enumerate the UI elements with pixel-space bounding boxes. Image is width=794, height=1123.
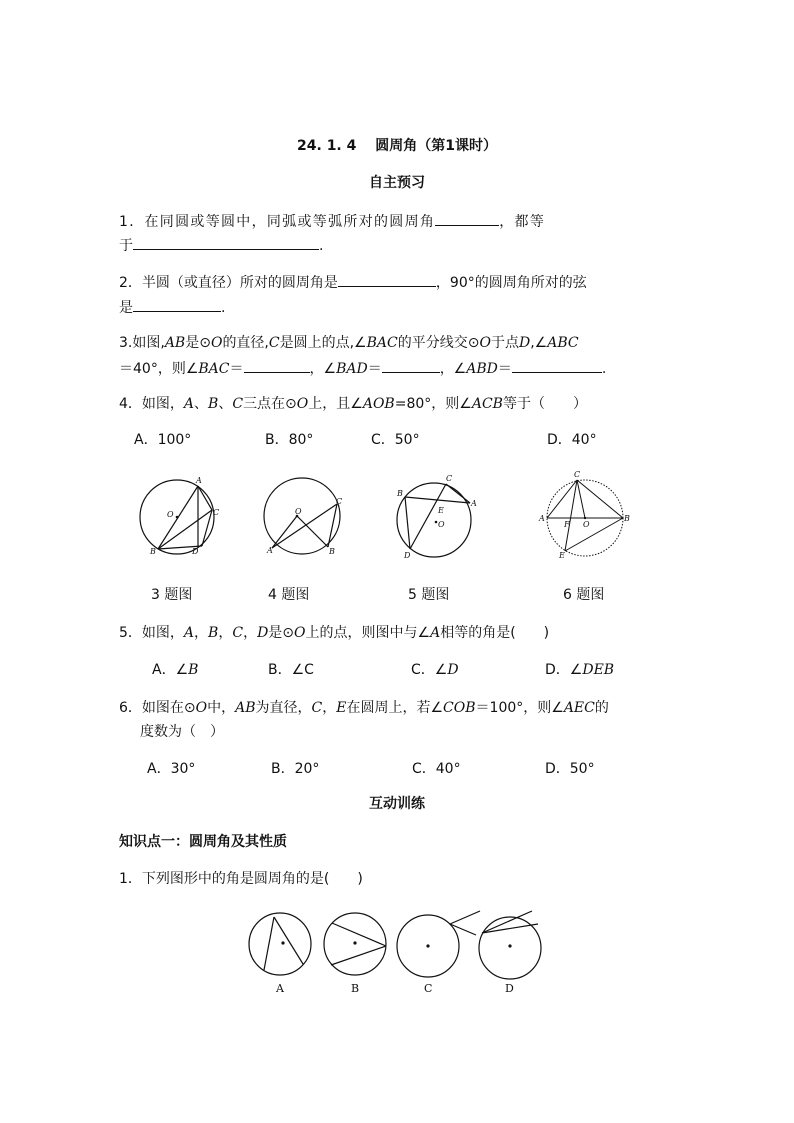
option-a[interactable]: A．30° xyxy=(147,761,196,777)
svg-text:E: E xyxy=(438,506,444,515)
svg-text:C: C xyxy=(574,470,581,479)
svg-text:O: O xyxy=(167,510,174,519)
svg-text:O: O xyxy=(295,507,302,516)
question-1-text: 1．在同圆或等圆中，同弧或等弧所对的圆周角 xyxy=(119,214,436,230)
section-heading-preview: 自主预习 xyxy=(369,175,425,191)
question-2-text-cont: ，90°的圆周角所对的弦 xyxy=(435,275,587,291)
figure-3-caption: 3 题图 xyxy=(151,587,193,603)
question-5-stem: 5．如图，A，B，C，D是⊙O上的点，则图中与∠A相等的角是( ) xyxy=(119,625,550,641)
question-1-line-2 xyxy=(119,234,323,256)
question-2-line-2 xyxy=(119,296,225,318)
option-b[interactable]: B．80° xyxy=(265,432,314,448)
svg-text:B: B xyxy=(150,547,156,556)
question-1-period: . xyxy=(319,238,324,254)
option-c-label: C xyxy=(424,982,433,995)
svg-text:A: A xyxy=(196,476,202,485)
answer-blank[interactable] xyxy=(133,234,319,250)
question-6-line-2: 度数为（ ） xyxy=(140,724,224,740)
svg-text:O: O xyxy=(583,520,590,529)
svg-text:C: C xyxy=(336,497,343,506)
svg-text:D: D xyxy=(192,547,199,556)
svg-text:F: F xyxy=(564,520,570,529)
question-1-text-cont: ，都等 xyxy=(499,214,546,230)
svg-text:B: B xyxy=(397,489,403,498)
answer-blank[interactable] xyxy=(244,357,310,373)
option-c[interactable]: C．50° xyxy=(371,432,420,448)
question-2-period: . xyxy=(221,300,226,316)
option-d-circle xyxy=(479,917,541,979)
figure-6-caption: 6 题图 xyxy=(563,587,605,603)
answer-blank[interactable] xyxy=(382,357,440,373)
figure-4-diagram xyxy=(255,470,365,570)
answer-blank[interactable] xyxy=(338,271,436,287)
answer-blank[interactable] xyxy=(435,210,499,226)
option-c[interactable]: C．40° xyxy=(412,761,461,777)
question-3-line-2: ＝40°，则∠BAC＝ ，∠BAD＝ ，∠ABD＝ . xyxy=(119,357,606,379)
svg-text:C: C xyxy=(446,474,453,483)
svg-text:O: O xyxy=(438,520,445,529)
option-a-label: A xyxy=(276,982,284,995)
option-d[interactable]: D．50° xyxy=(545,761,595,777)
svg-text:A: A xyxy=(471,499,477,508)
question-2-text: 是 xyxy=(119,300,133,316)
svg-text:A: A xyxy=(267,546,273,555)
figure-4-caption: 4 题图 xyxy=(268,587,310,603)
question-1-line-1 xyxy=(119,210,545,232)
question-2-text: 2．半圆（或直径）所对的圆周角是 xyxy=(119,275,338,291)
figure-6-diagram xyxy=(535,470,645,570)
question-6-line-1: 6．如图在⊙O中，AB为直径，C，E在圆周上，若∠COB＝100°，则∠AEC的 xyxy=(119,700,609,716)
svg-text:C: C xyxy=(213,508,220,517)
option-b[interactable]: B．∠C xyxy=(268,662,314,678)
svg-text:B: B xyxy=(624,514,630,523)
section-heading-training: 互动训练 xyxy=(369,796,425,812)
question-2-line-1 xyxy=(119,271,587,293)
option-d[interactable]: D．∠DEB xyxy=(545,662,615,678)
training-question-1: 1．下列图形中的角是圆周角的是( ) xyxy=(119,871,363,887)
svg-text:B: B xyxy=(329,547,335,556)
figure-5-caption: 5 题图 xyxy=(408,587,450,603)
option-d[interactable]: D．40° xyxy=(547,432,597,448)
svg-text:E: E xyxy=(559,551,565,560)
option-a[interactable]: A．∠B xyxy=(152,662,199,678)
question-3-line-1: 3.如图,AB是⊙O的直径,C是圆上的点,∠BAC的平分线交⊙O于点D,∠ABC xyxy=(119,335,579,351)
option-b-label: B xyxy=(351,982,360,995)
page-title: 24. 1. 4 圆周角（第1课时） xyxy=(297,138,497,154)
answer-blank[interactable] xyxy=(512,357,602,373)
option-b[interactable]: B．20° xyxy=(271,761,320,777)
question-1-text: 于 xyxy=(119,238,133,254)
option-a-circle xyxy=(249,913,311,975)
svg-text:D: D xyxy=(404,551,411,560)
knowledge-point-heading: 知识点一：圆周角及其性质 xyxy=(119,834,287,850)
figure-5-diagram xyxy=(390,470,490,570)
question-4-stem: 4．如图，A、B、C三点在⊙O上，且∠AOB=80°，则∠ACB等于（ ） xyxy=(119,396,587,412)
inscribed-angle-options-figure xyxy=(248,910,548,1005)
option-a[interactable]: A．100° xyxy=(134,432,192,448)
option-d-label: D xyxy=(505,982,514,995)
svg-text:A: A xyxy=(539,514,545,523)
answer-blank[interactable] xyxy=(133,296,221,312)
figure-3-diagram xyxy=(130,470,230,570)
option-c[interactable]: C．∠D xyxy=(411,662,459,678)
